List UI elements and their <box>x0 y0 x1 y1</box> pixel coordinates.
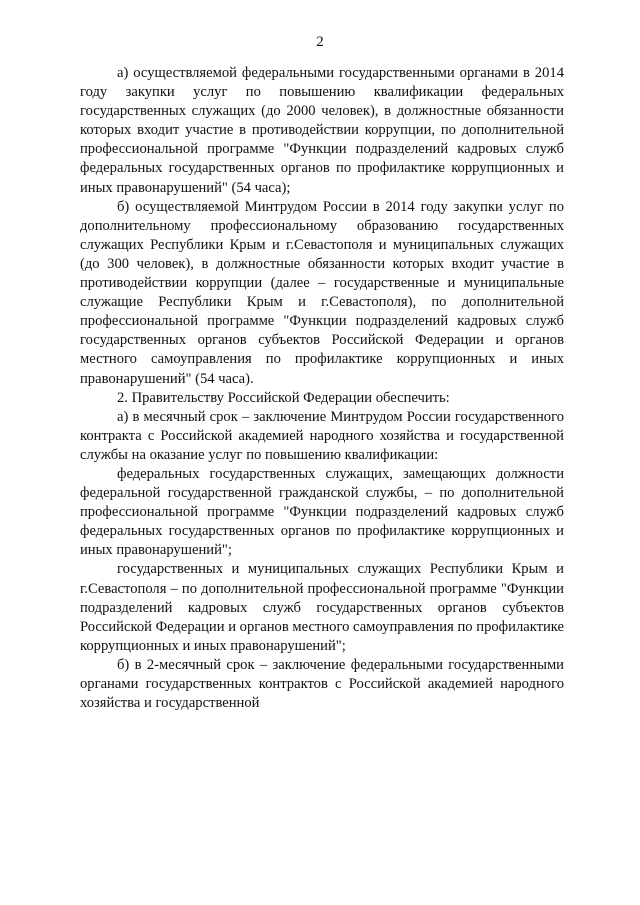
paragraph-1a: а) осуществляемой федеральными государственными органами в 2014 году закупки услуг по повышению квалификации федеральных государственных служащих (до 2000 человек), в должностные обязанности которых входит участие в противодействии коррупции, по дополнительной профессиональной программе "Функции подразделений кадровых служб федеральных государственных органов по профилактике коррупционных и иных правонарушений" (54 часа); <box>80 65 564 196</box>
document-body <box>80 64 564 713</box>
paragraph-1b: б) осуществляемой Минтрудом России в 2014 году закупки услуг по дополнительному профессиональному образованию государственных служащих Республики Крым и г.Севастополя и муниципальных служащих (до 300 человек), в должностные обязанности которых входит участие в противодействии коррупции (далее – государственные и муниципальные служащие Республики Крым и г.Севастополя), по дополнительной профессиональной программе "Функции подразделений кадровых служб государственных органов субъектов Российской Федерации и органов местного самоуправления по профилактике коррупционных и иных правонарушений" (54 часа). <box>80 198 564 387</box>
paragraph-2b: б) в 2-месячный срок – заключение федеральными государственными органами государственных контрактов с Российской академией народного хозяйства и государственной <box>80 656 564 712</box>
paragraph-2a-crimea: государственных и муниципальных служащих Республики Крым и г.Севастополя – по дополнительной профессиональной программе "Функции подразделений кадровых служб государственных органов субъектов Российской Федерации и органов местного самоуправления по профилактике коррупционных и иных правонарушений"; <box>80 561 564 654</box>
paragraph-2a: а) в месячный срок – заключение Минтрудом России государственного контракта с Российской академией народного хозяйства и государственной службы на оказание услуг по повышению квалификации: <box>80 408 564 463</box>
paragraph-2a-federal: федеральных государственных служащих, замещающих должности федеральной государственной гражданской службы, – по дополнительной профессиональной программе "Функции подразделений кадровых служб федеральных государственных органов по профилактике коррупционных и иных правонарушений"; <box>80 465 564 559</box>
paragraph-2-heading: 2. Правительству Российской Федерации обеспечить: <box>117 389 450 406</box>
page-number: 2 <box>316 34 324 50</box>
